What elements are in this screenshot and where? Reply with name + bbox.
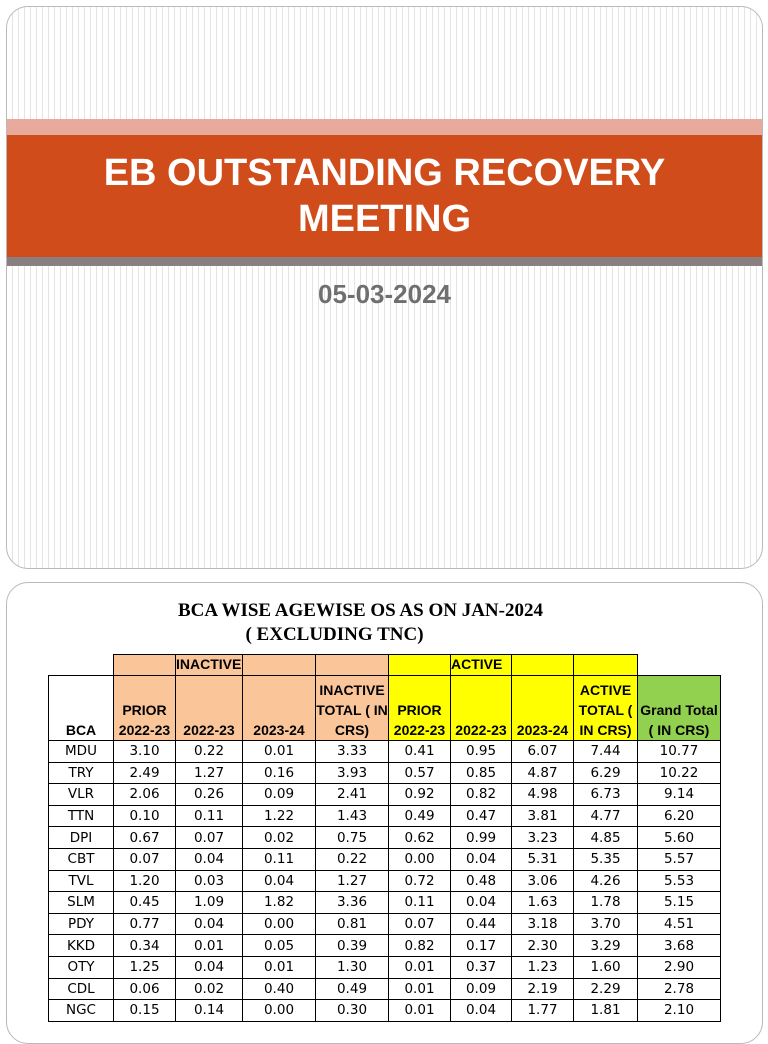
group-cell — [389, 655, 451, 676]
value-cell: 0.48 — [451, 870, 512, 892]
value-cell: 0.77 — [114, 913, 176, 935]
value-cell: 0.22 — [176, 741, 243, 763]
table-row — [49, 848, 721, 870]
bca-os-table — [48, 654, 721, 1022]
bca-cell: OTY — [49, 956, 114, 978]
col-header-active-2022: 2022-23 — [451, 676, 512, 741]
value-cell: 0.11 — [176, 805, 243, 827]
value-cell: 0.02 — [176, 978, 243, 1000]
table-heading-line2: ( EXCLUDING TNC) — [245, 624, 424, 645]
group-cell — [512, 655, 574, 676]
col-header-inactive-2022: 2022-23 — [176, 676, 243, 741]
bca-cell: NGC — [49, 1000, 114, 1022]
value-cell: 0.01 — [389, 956, 451, 978]
value-cell: 3.10 — [114, 741, 176, 763]
value-cell: 0.82 — [451, 784, 512, 806]
value-cell: 0.11 — [389, 892, 451, 914]
title-top-stripe — [7, 119, 762, 135]
group-cell — [114, 655, 176, 676]
value-cell: 0.41 — [389, 741, 451, 763]
value-cell: 0.99 — [451, 827, 512, 849]
value-cell: 5.35 — [574, 848, 638, 870]
bca-cell: CDL — [49, 978, 114, 1000]
value-cell: 5.15 — [638, 892, 721, 914]
value-cell: 0.11 — [243, 848, 316, 870]
value-cell: 5.60 — [638, 827, 721, 849]
value-cell: 0.62 — [389, 827, 451, 849]
bca-cell: TTN — [49, 805, 114, 827]
col-header-inactive-2023: 2023-24 — [243, 676, 316, 741]
meeting-date: 05-03-2024 — [318, 279, 451, 309]
col-header-grand-total: Grand Total ( IN CRS) — [638, 676, 721, 741]
value-cell: 0.44 — [451, 913, 512, 935]
value-cell: 0.14 — [176, 1000, 243, 1022]
value-cell: 3.68 — [638, 935, 721, 957]
table-heading — [7, 599, 762, 647]
value-cell: 3.36 — [316, 892, 389, 914]
value-cell: 0.00 — [243, 913, 316, 935]
value-cell: 0.10 — [114, 805, 176, 827]
table-row — [49, 1000, 721, 1022]
value-cell: 0.04 — [176, 956, 243, 978]
value-cell: 2.49 — [114, 762, 176, 784]
value-cell: 0.75 — [316, 827, 389, 849]
value-cell: 6.29 — [574, 762, 638, 784]
value-cell: 4.87 — [512, 762, 574, 784]
value-cell: 4.51 — [638, 913, 721, 935]
value-cell: 1.81 — [574, 1000, 638, 1022]
bca-cell: SLM — [49, 892, 114, 914]
group-cell — [574, 655, 638, 676]
value-cell: 0.01 — [389, 978, 451, 1000]
table-slide — [6, 582, 763, 1044]
value-cell: 3.18 — [512, 913, 574, 935]
value-cell: 0.07 — [176, 827, 243, 849]
value-cell: 0.06 — [114, 978, 176, 1000]
value-cell: 6.20 — [638, 805, 721, 827]
value-cell: 2.10 — [638, 1000, 721, 1022]
bca-cell: TVL — [49, 870, 114, 892]
col-header-bca: BCA — [49, 676, 114, 741]
col-header-active-total: ACTIVE TOTAL ( IN CRS) — [574, 676, 638, 741]
value-cell: 0.72 — [389, 870, 451, 892]
value-cell: 3.81 — [512, 805, 574, 827]
value-cell: 3.23 — [512, 827, 574, 849]
value-cell: 2.90 — [638, 956, 721, 978]
value-cell: 0.01 — [243, 956, 316, 978]
value-cell: 0.39 — [316, 935, 389, 957]
value-cell: 0.15 — [114, 1000, 176, 1022]
title-slide — [6, 6, 763, 569]
value-cell: 1.43 — [316, 805, 389, 827]
value-cell: 0.04 — [451, 1000, 512, 1022]
value-cell: 3.70 — [574, 913, 638, 935]
value-cell: 0.22 — [316, 848, 389, 870]
col-header-inactive-prior: PRIOR 2022-23 — [114, 676, 176, 741]
value-cell: 4.26 — [574, 870, 638, 892]
table-row — [49, 805, 721, 827]
table-row — [49, 913, 721, 935]
value-cell: 0.40 — [243, 978, 316, 1000]
value-cell: 0.81 — [316, 913, 389, 935]
table-row — [49, 870, 721, 892]
value-cell: 0.16 — [243, 762, 316, 784]
group-spacer — [638, 655, 721, 676]
bca-cell: PDY — [49, 913, 114, 935]
bca-cell: MDU — [49, 741, 114, 763]
value-cell: 0.49 — [316, 978, 389, 1000]
value-cell: 2.41 — [316, 784, 389, 806]
value-cell: 0.05 — [243, 935, 316, 957]
table-row — [49, 978, 721, 1000]
value-cell: 4.98 — [512, 784, 574, 806]
value-cell: 0.34 — [114, 935, 176, 957]
value-cell: 1.20 — [114, 870, 176, 892]
group-active-label: ACTIVE — [451, 655, 512, 676]
value-cell: 0.17 — [451, 935, 512, 957]
value-cell: 0.82 — [389, 935, 451, 957]
value-cell: 6.73 — [574, 784, 638, 806]
table-heading-line1: BCA WISE AGEWISE OS AS ON JAN-2024 — [178, 600, 543, 621]
value-cell: 1.78 — [574, 892, 638, 914]
value-cell: 5.31 — [512, 848, 574, 870]
value-cell: 1.27 — [316, 870, 389, 892]
value-cell: 4.77 — [574, 805, 638, 827]
group-cell — [316, 655, 389, 676]
value-cell: 0.02 — [243, 827, 316, 849]
slide-title: EB OUTSTANDING RECOVERY MEETING — [103, 152, 666, 240]
value-cell: 1.09 — [176, 892, 243, 914]
value-cell: 0.04 — [176, 913, 243, 935]
col-header-active-2023: 2023-24 — [512, 676, 574, 741]
value-cell: 1.22 — [243, 805, 316, 827]
value-cell: 0.04 — [176, 848, 243, 870]
value-cell: 0.45 — [114, 892, 176, 914]
table-row — [49, 784, 721, 806]
group-header-row — [49, 655, 721, 676]
table-row — [49, 762, 721, 784]
value-cell: 0.00 — [389, 848, 451, 870]
value-cell: 0.26 — [176, 784, 243, 806]
bca-cell: CBT — [49, 848, 114, 870]
value-cell: 2.30 — [512, 935, 574, 957]
group-inactive-label: INACTIVE — [176, 655, 243, 676]
table-row — [49, 892, 721, 914]
value-cell: 3.29 — [574, 935, 638, 957]
value-cell: 3.33 — [316, 741, 389, 763]
bca-cell: VLR — [49, 784, 114, 806]
value-cell: 7.44 — [574, 741, 638, 763]
value-cell: 3.93 — [316, 762, 389, 784]
value-cell: 0.85 — [451, 762, 512, 784]
table-row — [49, 741, 721, 763]
value-cell: 0.92 — [389, 784, 451, 806]
table-row — [49, 935, 721, 957]
value-cell: 2.19 — [512, 978, 574, 1000]
col-header-inactive-total: INACTIVE TOTAL ( IN CRS) — [316, 676, 389, 741]
group-cell — [243, 655, 316, 676]
value-cell: 10.77 — [638, 741, 721, 763]
value-cell: 0.47 — [451, 805, 512, 827]
col-header-active-prior: PRIOR 2022-23 — [389, 676, 451, 741]
bca-cell: KKD — [49, 935, 114, 957]
group-spacer — [49, 655, 114, 676]
value-cell: 0.01 — [389, 1000, 451, 1022]
value-cell: 10.22 — [638, 762, 721, 784]
value-cell: 0.49 — [389, 805, 451, 827]
value-cell: 2.78 — [638, 978, 721, 1000]
value-cell: 3.06 — [512, 870, 574, 892]
value-cell: 1.82 — [243, 892, 316, 914]
value-cell: 1.25 — [114, 956, 176, 978]
value-cell: 0.07 — [114, 848, 176, 870]
table-row — [49, 956, 721, 978]
value-cell: 0.01 — [243, 741, 316, 763]
value-cell: 0.07 — [389, 913, 451, 935]
value-cell: 1.60 — [574, 956, 638, 978]
value-cell: 2.29 — [574, 978, 638, 1000]
value-cell: 0.57 — [389, 762, 451, 784]
value-cell: 0.04 — [451, 848, 512, 870]
value-cell: 2.06 — [114, 784, 176, 806]
value-cell: 5.57 — [638, 848, 721, 870]
value-cell: 0.00 — [243, 1000, 316, 1022]
bca-cell: DPI — [49, 827, 114, 849]
value-cell: 1.27 — [176, 762, 243, 784]
table-row — [49, 827, 721, 849]
value-cell: 1.30 — [316, 956, 389, 978]
bca-cell: TRY — [49, 762, 114, 784]
value-cell: 0.67 — [114, 827, 176, 849]
title-bottom-stripe — [7, 257, 762, 266]
value-cell: 0.09 — [451, 978, 512, 1000]
value-cell: 0.03 — [176, 870, 243, 892]
value-cell: 5.53 — [638, 870, 721, 892]
value-cell: 1.23 — [512, 956, 574, 978]
value-cell: 0.01 — [176, 935, 243, 957]
value-cell: 1.77 — [512, 1000, 574, 1022]
value-cell: 0.04 — [243, 870, 316, 892]
value-cell: 6.07 — [512, 741, 574, 763]
value-cell: 0.09 — [243, 784, 316, 806]
value-cell: 4.85 — [574, 827, 638, 849]
value-cell: 0.37 — [451, 956, 512, 978]
column-header-row — [49, 676, 721, 741]
value-cell: 0.30 — [316, 1000, 389, 1022]
value-cell: 1.63 — [512, 892, 574, 914]
value-cell: 0.04 — [451, 892, 512, 914]
value-cell: 0.95 — [451, 741, 512, 763]
title-band — [7, 135, 762, 257]
value-cell: 9.14 — [638, 784, 721, 806]
